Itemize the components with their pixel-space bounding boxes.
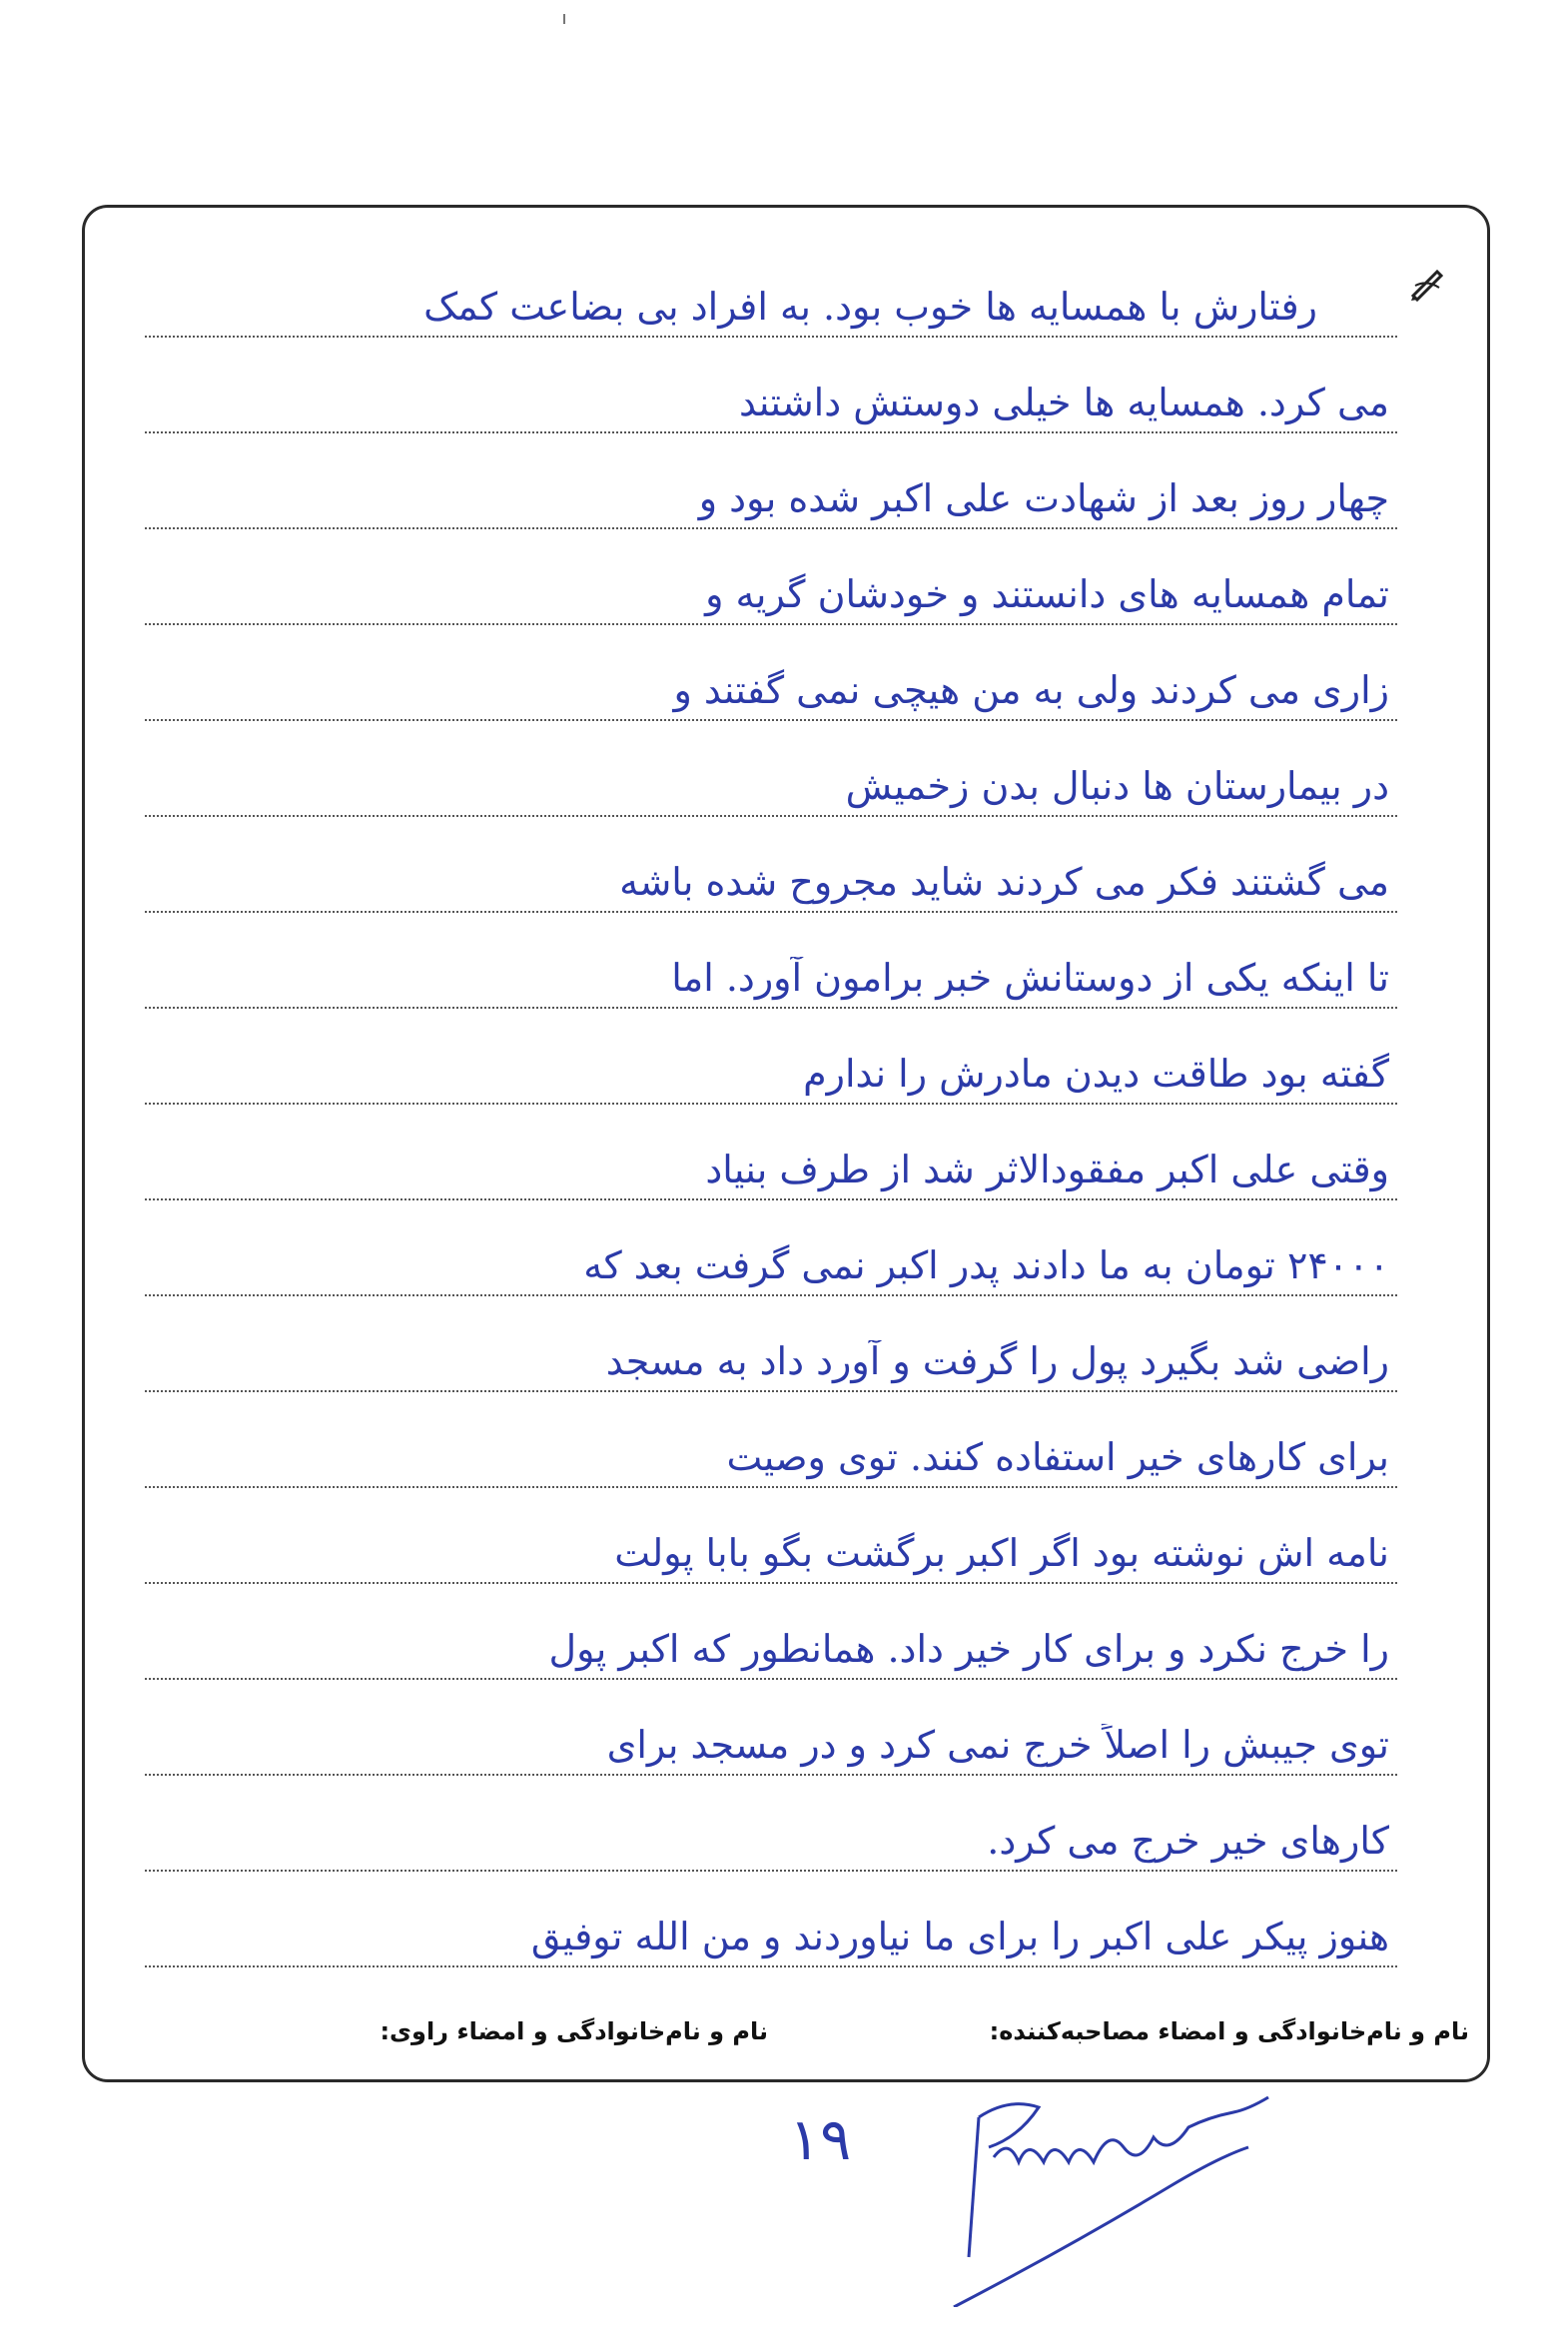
line-row (145, 1296, 1397, 1392)
line-text: نامه اش نوشته بود اگر اکبر برگشت بگو بابا پولت (614, 1532, 1389, 1576)
line-row (145, 1584, 1397, 1680)
document-frame (82, 205, 1490, 2082)
line-row (145, 1392, 1397, 1488)
line-text: راضی شد بگیرد پول را گرفت و آورد داد به مسجد (605, 1340, 1389, 1384)
scan-mark (563, 14, 565, 24)
line-text: هنوز پیکر علی اکبر را برای ما نیاوردند و من الله توفیق (530, 1916, 1389, 1959)
line-row (145, 913, 1397, 1009)
line-text: وقتی علی اکبر مفقودالاثر شد از طرف بنیاد (705, 1149, 1389, 1192)
signature-footer (85, 2017, 1487, 2057)
line-row (145, 1872, 1397, 1967)
line-row (145, 242, 1397, 338)
line-row (145, 433, 1397, 529)
line-text: تا اینکه یکی از دوستانش خبر برامون آورد. اما (671, 957, 1389, 1001)
interviewer-label: نام و نام‌خانوادگی و امضاء مصاحبه‌کننده: (989, 2017, 1469, 2045)
signature (949, 2077, 1288, 2307)
pen-icon (1409, 266, 1445, 302)
line-row (145, 1776, 1397, 1872)
line-row (145, 1680, 1397, 1776)
line-text: رفتارش با همسایه ها خوب بود. به افراد بی بضاعت کمک (423, 286, 1317, 330)
line-row (145, 1105, 1397, 1200)
line-row (145, 817, 1397, 913)
line-row (145, 625, 1397, 721)
narrator-label: نام و نام‌خانوادگی و امضاء راوی: (380, 2017, 768, 2045)
line-text: کارهای خیر خرج می کرد. (987, 1820, 1389, 1864)
line-row (145, 1200, 1397, 1296)
line-text: را خرج نکرد و برای کار خیر داد. همانطور که اکبر پول (548, 1628, 1389, 1672)
line-row (145, 338, 1397, 433)
line-text: ۲۴۰۰۰ تومان به ما دادند پدر اکبر نمی گرفت بعد که (583, 1244, 1389, 1288)
line-text: توی جیبش را اصلاً خرج نمی کرد و در مسجد برای (606, 1724, 1389, 1768)
line-text: می گشتند فکر می کردند شاید مجروح شده باشه (619, 861, 1389, 905)
line-row (145, 721, 1397, 817)
line-text: چهار روز بعد از شهادت علی اکبر شده بود و (698, 477, 1389, 521)
line-row (145, 1009, 1397, 1105)
line-text: در بیمارستان ها دنبال بدن زخمیش (845, 765, 1389, 809)
line-text: زاری می کردند ولی به من هیچی نمی گفتند و (673, 669, 1389, 713)
line-text: تمام همسایه های دانستند و خودشان گریه و (705, 573, 1389, 617)
line-text: برای کارهای خیر استفاده کنند. توی وصیت (726, 1436, 1389, 1480)
line-text: می کرد. همسایه ها خیلی دوستش داشتند (738, 382, 1389, 425)
page-number: ۱۹ (789, 2105, 852, 2173)
line-row (145, 1488, 1397, 1584)
line-row (145, 529, 1397, 625)
text-lines (145, 242, 1397, 1967)
line-text: گفته بود طاقت دیدن مادرش را ندارم (803, 1053, 1389, 1097)
